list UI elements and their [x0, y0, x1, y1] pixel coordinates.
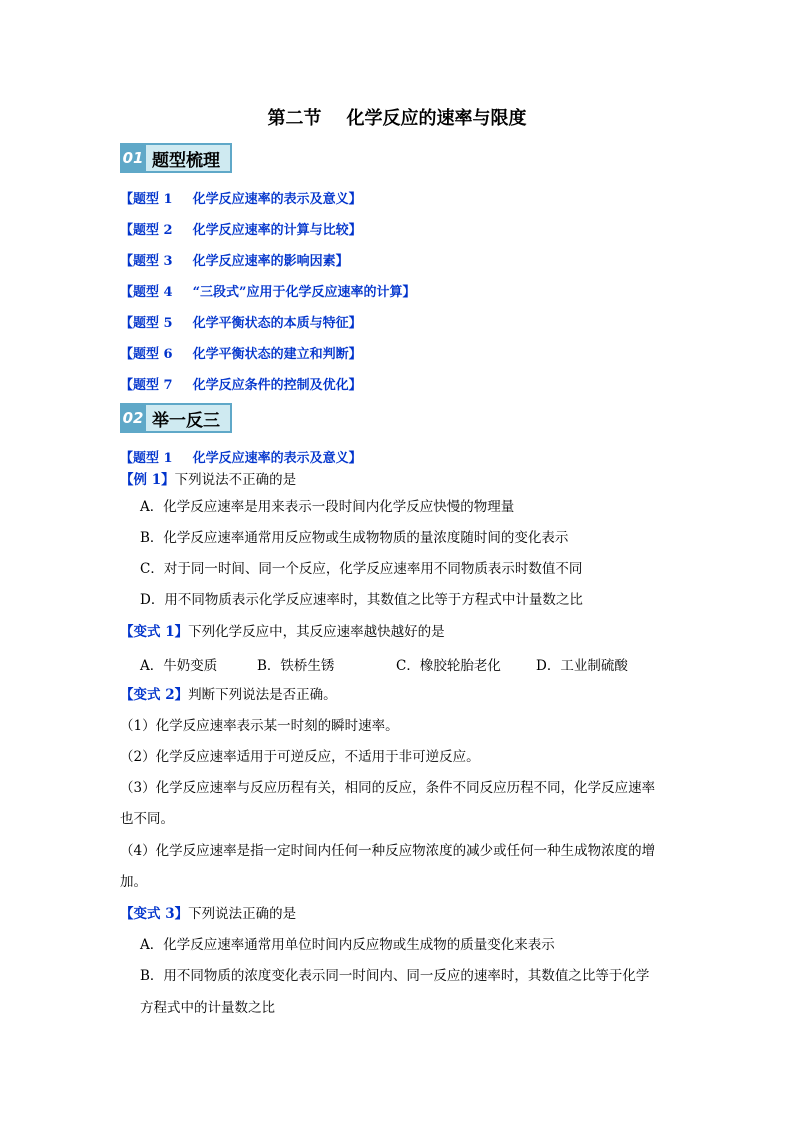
type-tag: 【题型 2: [120, 223, 173, 238]
type-name: 化学反应条件的控制及优化】: [192, 378, 362, 393]
variant3-option-b: B．用不同物质的浓度变化表示同一时间内、同一反应的速率时，其数值之比等于化学: [140, 968, 650, 984]
type-item-2: [120, 219, 362, 238]
section-number: 01: [120, 143, 146, 173]
variant-tag: 【变式 1】: [120, 624, 189, 640]
type-tag: 【题型 3: [120, 254, 173, 269]
variant2-item-2: （2）化学反应速率适用于可逆反应，不适用于非可逆反应。: [120, 749, 480, 765]
variant2-item-4-cont: 加。: [120, 874, 147, 890]
type-name: 化学反应速率的表示及意义】: [192, 451, 362, 466]
example1-question: [120, 470, 296, 490]
variant1-option-d: D．工业制硫酸: [536, 658, 628, 674]
variant2-item-3-cont: 也不同。: [120, 811, 174, 827]
section-badge-type-overview: [120, 143, 232, 173]
section-label: 题型梳理: [146, 143, 232, 173]
section-number: 02: [120, 403, 146, 433]
type-item-3: [120, 250, 349, 269]
variant-tag: 【变式 2】: [120, 687, 189, 703]
type-tag: 【题型 7: [120, 378, 173, 393]
variant1-option-b: B．铁桥生锈: [257, 658, 335, 674]
variant1-option-a: A．牛奶变质: [140, 658, 218, 674]
question-text: 下列化学反应中，其反应速率越快越好的是: [188, 624, 445, 640]
type-tag: 【题型 1: [120, 192, 173, 207]
type-item-1: [120, 188, 362, 207]
example1-option-c: C．对于同一时间、同一个反应，化学反应速率用不同物质表示时数值不同: [140, 561, 583, 577]
type-item-4: [120, 281, 416, 300]
type-tag: 【题型 5: [120, 316, 173, 331]
page-title: 第二节 化学反应的速率与限度: [267, 108, 527, 129]
section-badge-practice: [120, 403, 232, 433]
variant2-item-1: （1）化学反应速率表示某一时刻的瞬时速率。: [120, 718, 399, 734]
example1-option-a: A．化学反应速率是用来表示一段时间内化学反应快慢的物理量: [140, 499, 515, 515]
type-item-7: [120, 374, 362, 393]
section2-type-heading: [120, 447, 362, 466]
type-name: 化学平衡状态的本质与特征】: [192, 316, 362, 331]
type-tag: 【题型 4: [120, 285, 173, 300]
type-name: 化学平衡状态的建立和判断】: [192, 347, 362, 362]
type-name: 化学反应速率的影响因素】: [192, 254, 349, 269]
type-name: “三段式”应用于化学反应速率的计算】: [192, 285, 416, 300]
type-item-6: [120, 343, 362, 362]
type-name: 化学反应速率的表示及意义】: [192, 192, 362, 207]
example-tag: 【例 1】: [120, 472, 175, 488]
section-label: 举一反三: [146, 403, 232, 433]
variant1-question: [120, 622, 445, 642]
variant3-question: [120, 904, 296, 924]
type-item-5: [120, 312, 362, 331]
variant1-option-c: C．橡胶轮胎老化: [396, 658, 501, 674]
variant-tag: 【变式 3】: [120, 906, 189, 922]
type-tag: 【题型 6: [120, 347, 173, 362]
question-text: 下列说法不正确的是: [174, 472, 297, 488]
variant2-item-4: （4）化学反应速率是指一定时间内任何一种反应物浓度的减少或任何一种生成物浓度的增: [120, 843, 656, 859]
question-text: 判断下列说法是否正确。: [188, 687, 337, 703]
variant2-item-3: （3）化学反应速率与反应历程有关，相同的反应，条件不同反应历程不同，化学反应速率: [120, 780, 656, 796]
variant3-option-b-cont: 方程式中的计量数之比: [140, 1000, 275, 1016]
variant2-question: [120, 685, 337, 705]
question-text: 下列说法正确的是: [188, 906, 297, 922]
example1-option-b: B．化学反应速率通常用反应物或生成物物质的量浓度随时间的变化表示: [140, 530, 569, 546]
type-name: 化学反应速率的计算与比较】: [192, 223, 362, 238]
type-tag: 【题型 1: [120, 451, 173, 466]
variant3-option-a: A．化学反应速率通常用单位时间内反应物或生成物的质量变化来表示: [140, 937, 555, 953]
example1-option-d: D．用不同物质表示化学反应速率时，其数值之比等于方程式中计量数之比: [140, 592, 583, 608]
